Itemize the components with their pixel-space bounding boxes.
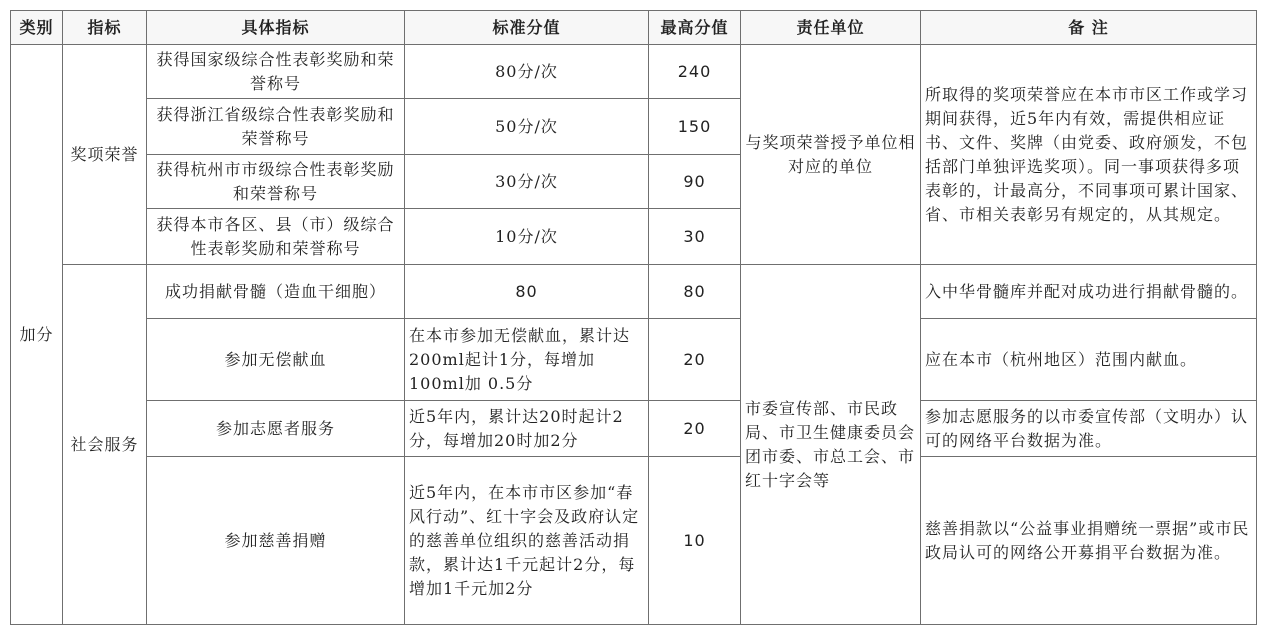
specific-cell: 参加志愿者服务: [147, 401, 405, 457]
specific-cell: 获得本市各区、县（市）级综合性表彰奖励和荣誉称号: [147, 209, 405, 265]
header-max: 最高分值: [649, 11, 741, 45]
note-awards: 所取得的奖项荣誉应在本市市区工作或学习期间获得，近5年内有效，需提供相应证书、文件、奖牌（由党委、政府颁发，不包括部门单独评选奖项）。同一事项获得多项表彰的，计最高分，不同事项可累计国家、省、市相关表彰另有规定的，从其规定。: [921, 45, 1257, 265]
header-note: 备 注: [921, 11, 1257, 45]
header-specific: 具体指标: [147, 11, 405, 45]
standard-cell: 80: [405, 265, 649, 319]
header-category: 类别: [11, 11, 63, 45]
max-cell: 10: [649, 457, 741, 625]
specific-cell: 获得浙江省级综合性表彰奖励和荣誉称号: [147, 99, 405, 155]
max-cell: 240: [649, 45, 741, 99]
standard-cell: 近5年内，累计达20时起计2分，每增加20时加2分: [405, 401, 649, 457]
category-cell: 加分: [11, 45, 63, 625]
specific-cell: 参加慈善捐赠: [147, 457, 405, 625]
table-row: [11, 319, 1257, 401]
table-row: [11, 45, 1257, 99]
note-cell: 应在本市（杭州地区）范围内献血。: [921, 319, 1257, 401]
note-cell: 慈善捐款以“公益事业捐赠统一票据”或市民政局认可的网络公开募捐平台数据为准。: [921, 457, 1257, 625]
max-cell: 90: [649, 155, 741, 209]
standard-cell: 80分/次: [405, 45, 649, 99]
max-cell: 30: [649, 209, 741, 265]
max-cell: 80: [649, 265, 741, 319]
header-standard: 标准分值: [405, 11, 649, 45]
standard-cell: 在本市参加无偿献血，累计达200ml起计1分，每增加100ml加 0.5分: [405, 319, 649, 401]
note-cell: 参加志愿服务的以市委宣传部（文明办）认可的网络平台数据为准。: [921, 401, 1257, 457]
header-unit: 责任单位: [741, 11, 921, 45]
unit-service: 市委宣传部、市民政局、市卫生健康委员会团市委、市总工会、市红十字会等: [741, 265, 921, 625]
specific-cell: 成功捐献骨髓（造血干细胞）: [147, 265, 405, 319]
indicator-awards: 奖项荣誉: [63, 45, 147, 265]
standard-cell: 50分/次: [405, 99, 649, 155]
standard-cell: 30分/次: [405, 155, 649, 209]
specific-cell: 获得杭州市市级综合性表彰奖励和荣誉称号: [147, 155, 405, 209]
specific-cell: 获得国家级综合性表彰奖励和荣誉称号: [147, 45, 405, 99]
note-cell: 入中华骨髓库并配对成功进行捐献骨髓的。: [921, 265, 1257, 319]
unit-awards: 与奖项荣誉授予单位相对应的单位: [741, 45, 921, 265]
max-cell: 20: [649, 401, 741, 457]
header-row: [11, 11, 1257, 45]
header-indicator: 指标: [63, 11, 147, 45]
table-row: [11, 457, 1257, 625]
indicator-service: 社会服务: [63, 265, 147, 625]
max-cell: 150: [649, 99, 741, 155]
max-cell: 20: [649, 319, 741, 401]
specific-cell: 参加无偿献血: [147, 319, 405, 401]
standard-cell: 近5年内，在本市市区参加“春风行动”、红十字会及政府认定的慈善单位组织的慈善活动捐款，累计达1千元起计2分，每增加1千元加2分: [405, 457, 649, 625]
table-row: [11, 401, 1257, 457]
standard-cell: 10分/次: [405, 209, 649, 265]
scoring-table: [10, 10, 1257, 625]
table-row: [11, 265, 1257, 319]
